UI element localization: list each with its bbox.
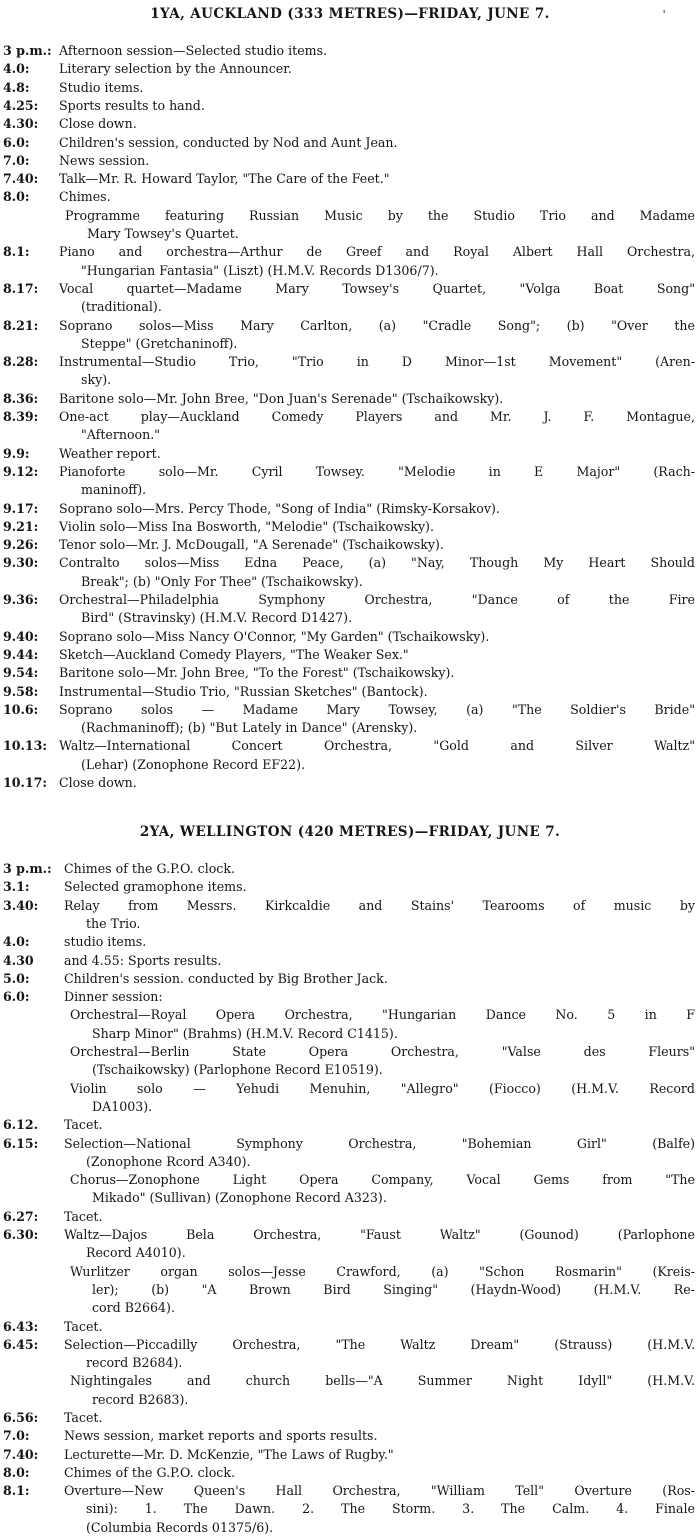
- entry-time: 9.9:: [3, 445, 30, 461]
- entry-time: 7.40:: [3, 171, 39, 187]
- entry-time: 8.1:: [3, 244, 30, 260]
- entry-text-line: Mikado" (Sullivan) (Zonophone Record A323).: [92, 1190, 387, 1206]
- entry-text-line: Relay from Messrs. Kirkcaldie and Stains' Tearooms of music by: [64, 897, 695, 913]
- entry-text-line: maninoff).: [81, 482, 147, 498]
- programme-entry: [3, 774, 695, 792]
- entry-time: 8.28:: [3, 354, 39, 370]
- entry-text-line: Piano and orchestra—Arthur de Greef and Royal Albert Hall Orchestra,: [59, 244, 695, 260]
- entry-text-line: Nightingales and church bells—"A Summer Night Idyll" (H.M.V.: [70, 1373, 695, 1389]
- programme-entry: [3, 1116, 695, 1134]
- entry-text-line: "Hungarian Fantasia" (Liszt) (H.M.V. Records D1306/7).: [81, 262, 439, 278]
- entry-text-line: and 4.55: Sports results.: [64, 952, 222, 968]
- entry-text-line: News session.: [59, 152, 150, 168]
- entry-text-line: cord B2664).: [92, 1300, 175, 1316]
- entry-text-line: the Trio.: [86, 915, 141, 931]
- entry-text-line: Pianoforte solo—Mr. Cyril Towsey. "Melodie in E Major" (Rach-: [59, 463, 695, 479]
- entry-time: 8.0:: [3, 189, 30, 205]
- entry-time: 6.30:: [3, 1227, 39, 1242]
- programme-entry: [3, 445, 695, 463]
- entry-text-line: Lecturette—Mr. D. McKenzie, "The Laws of Rugby.": [64, 1446, 394, 1462]
- section-title: [0, 6, 700, 22]
- programme-entry: [3, 353, 695, 390]
- programme-entry: [3, 97, 695, 115]
- entry-text-line: (Zonophone Rcord A340).: [86, 1153, 251, 1169]
- entry-time: 9.44:: [3, 646, 39, 662]
- entry-time: 4.30: [3, 952, 34, 968]
- entry-text-line: Selection—National Symphony Orchestra, "Bohemian Girl" (Balfe): [64, 1135, 695, 1151]
- entry-time: 6.45:: [3, 1336, 39, 1352]
- entry-text-line: ler); (b) "A Brown Bird Singing" (Haydn-Wood) (H.M.V. Re-: [92, 1281, 695, 1297]
- programme-entry: [3, 170, 695, 188]
- programme-entry: [3, 1226, 695, 1263]
- entry-text-line: Baritone solo—Mr. John Bree, "Don Juan's Serenade" (Tschaikowsky).: [59, 390, 504, 406]
- programme-entry: [3, 1409, 695, 1427]
- programme-subitem: [3, 1171, 695, 1208]
- entry-text-line: sini): 1. The Dawn. 2. The Storm. 3. The Calm. 4. Finale: [86, 1501, 695, 1517]
- entry-text-line: Tenor solo—Mr. J. McDougall, "A Serenade" (Tschaikowsky).: [59, 537, 444, 553]
- entry-time: 3 p.m.:: [3, 43, 52, 58]
- programme-entry: [3, 646, 695, 664]
- entry-time: 4.0:: [3, 934, 30, 950]
- entry-text-line: Soprano solo—Miss Nancy O'Connor, "My Garden" (Tschaikowsky).: [59, 628, 490, 644]
- entry-text-line: Close down.: [59, 775, 137, 790]
- entry-time: 6.15:: [3, 1135, 39, 1151]
- entry-time: 6.0:: [3, 134, 30, 150]
- entry-time: 6.12.: [3, 1117, 39, 1133]
- programme-entry: [3, 1482, 695, 1537]
- entry-text-line: Violin solo — Yehudi Menuhin, "Allegro" (Fiocco) (H.M.V. Record: [70, 1080, 695, 1096]
- entry-time: 10.13:: [3, 738, 48, 754]
- programme-entry: [3, 1464, 695, 1482]
- corner-mark: ': [662, 8, 666, 21]
- entry-time: 9.54:: [3, 665, 39, 681]
- programme-entry: [3, 518, 695, 536]
- entry-time: 8.21:: [3, 317, 39, 333]
- entry-time: 4.0:: [3, 61, 30, 77]
- programme-entry: [3, 970, 695, 988]
- entry-time: 3.40:: [3, 897, 39, 913]
- entry-text-line: Wurlitzer organ solos—Jesse Crawford, (a) "Schon Rosmarin" (Kreis-: [70, 1263, 695, 1279]
- entry-time: 7.0:: [3, 152, 30, 168]
- entry-text-line: Vocal quartet—Madame Mary Towsey's Quartet, "Volga Boat Song": [59, 280, 695, 296]
- programme-entry: [3, 188, 695, 206]
- entry-text-line: Soprano solos—Miss Mary Carlton, (a) "Cradle Song"; (b) "Over the: [59, 317, 695, 333]
- entry-text-line: Baritone solo—Mr. John Bree, "To the Forest" (Tschaikowsky).: [59, 665, 455, 681]
- entry-time: 6.0:: [3, 989, 30, 1005]
- entry-text-line: Waltz—International Concert Orchestra, "Gold and Silver Waltz": [59, 738, 695, 754]
- entry-text-line: Instrumental—Studio Trio, "Trio in D Minor—1st Movement" (Aren-: [59, 354, 695, 370]
- programme-subitem: [3, 207, 695, 244]
- entry-time: 9.58:: [3, 683, 39, 699]
- entry-time: 9.30:: [3, 555, 39, 571]
- programme-entry: [3, 683, 695, 701]
- entry-text-line: Violin solo—Miss Ina Bosworth, "Melodie" (Tschaikowsky).: [59, 518, 434, 534]
- entry-text-line: Studio items.: [59, 79, 144, 95]
- entry-time: 8.39:: [3, 409, 39, 424]
- entry-text-line: Break"; (b) "Only For Thee" (Tschaikowsky).: [81, 573, 363, 589]
- entry-text-line: Orchestral—Berlin State Opera Orchestra, "Valse des Fleurs": [70, 1044, 695, 1059]
- entry-text-line: Chimes.: [59, 189, 111, 205]
- entry-text-line: One-act play—Auckland Comedy Players and Mr. J. F. Montague,: [59, 409, 695, 424]
- entry-time: 9.21:: [3, 518, 39, 534]
- entry-time: 9.40:: [3, 628, 39, 644]
- entry-time: 10.17:: [3, 775, 48, 790]
- entry-text-line: Chimes of the G.P.O. clock.: [64, 1464, 235, 1480]
- programme-entry: [3, 701, 695, 738]
- entry-time: 8.36:: [3, 390, 39, 406]
- entry-text-line: "Afternoon.": [81, 427, 161, 443]
- section-title: [0, 824, 700, 840]
- programme-entry: [3, 463, 695, 500]
- programme-entry: [3, 664, 695, 682]
- programme-entry: [3, 1427, 695, 1445]
- entry-text-line: Waltz—Dajos Bela Orchestra, "Faust Waltz" (Gounod) (Parlophone: [64, 1227, 695, 1242]
- programme-entry: [3, 1318, 695, 1336]
- section-title-text: 1YA, AUCKLAND (333 METRES)—FRIDAY, JUNE 7.: [150, 6, 550, 22]
- entry-text-line: Tacet.: [64, 1318, 103, 1334]
- entry-text-line: record B2683).: [92, 1391, 189, 1407]
- programme-entry: [3, 152, 695, 170]
- entry-time: 5.0:: [3, 970, 30, 986]
- entry-text-line: Overture—New Queen's Hall Orchestra, "William Tell" Overture (Ros-: [64, 1483, 695, 1499]
- programme-entry: [3, 1336, 695, 1373]
- programme-entry: [3, 988, 695, 1006]
- programme-entry: [3, 390, 695, 408]
- entry-time: 4.8:: [3, 79, 30, 95]
- entry-text-line: record B2684).: [86, 1355, 183, 1371]
- entry-time: 8.1:: [3, 1483, 30, 1499]
- entry-time: 10.6:: [3, 701, 39, 717]
- programme-entry: [3, 591, 695, 628]
- programme-subitem: [3, 1043, 695, 1080]
- programme-entry: [3, 860, 695, 878]
- entry-text-line: (traditional).: [81, 299, 162, 315]
- programme-subitem: [3, 1080, 695, 1117]
- entry-time: 8.17:: [3, 280, 39, 296]
- entry-time: 8.0:: [3, 1464, 30, 1480]
- entry-text-line: Chorus—Zonophone Light Opera Company, Vocal Gems from "The: [70, 1172, 695, 1188]
- section-title-text: 2YA, WELLINGTON (420 METRES)—FRIDAY, JUNE 7.: [139, 824, 561, 840]
- programme-entry: [3, 115, 695, 133]
- entry-time: 4.30:: [3, 116, 39, 132]
- entry-time: 9.12:: [3, 463, 39, 479]
- programme-subitem: [3, 1006, 695, 1043]
- programme-entry: [3, 933, 695, 951]
- programme-entry: [3, 500, 695, 518]
- programme-entry: [3, 1135, 695, 1172]
- entry-text-line: (Tschaikowsky) (Parlophone Record E10519).: [92, 1062, 383, 1078]
- programme-entry: [3, 1446, 695, 1464]
- entry-text-line: Close down.: [59, 116, 137, 132]
- entry-text-line: Chimes of the G.P.O. clock.: [64, 861, 235, 876]
- programme-entry: [3, 628, 695, 646]
- entry-time: 7.40:: [3, 1446, 39, 1462]
- entry-time: 6.27:: [3, 1208, 39, 1224]
- entry-text-line: Tacet.: [64, 1117, 103, 1133]
- entry-text-line: (Lehar) (Zonophone Record EF22).: [81, 756, 306, 772]
- entry-time: 4.25:: [3, 97, 39, 113]
- entry-time: 6.43:: [3, 1318, 39, 1334]
- entry-text-line: Dinner session:: [64, 989, 163, 1005]
- programme-entry: [3, 554, 695, 591]
- entry-text-line: Bird" (Stravinsky) (H.M.V. Record D1427).: [81, 610, 353, 626]
- entry-text-line: Children's session. conducted by Big Brother Jack.: [64, 970, 388, 986]
- entry-text-line: (Rachmaninoff); (b) "But Lately in Dance" (Arensky).: [81, 720, 418, 736]
- entry-time: 9.26:: [3, 537, 39, 553]
- programme-entry: [3, 243, 695, 280]
- entry-text-line: Soprano solo—Mrs. Percy Thode, "Song of India" (Rimsky-Korsakov).: [59, 500, 500, 516]
- programme-entry: [3, 42, 695, 60]
- entry-time: 3.1:: [3, 879, 30, 895]
- programme-entry: [3, 408, 695, 445]
- programme-entry: [3, 79, 695, 97]
- entry-text-line: Contralto solos—Miss Edna Peace, (a) "Nay, Though My Heart Should: [59, 555, 695, 571]
- entry-time: 7.0:: [3, 1428, 30, 1444]
- entry-text-line: Talk—Mr. R. Howard Taylor, "The Care of the Feet.": [59, 171, 390, 187]
- programme-entry: [3, 737, 695, 774]
- entry-time: 3 p.m.:: [3, 861, 52, 876]
- entry-text-line: Instrumental—Studio Trio, "Russian Sketches" (Bantock).: [59, 683, 428, 699]
- entry-text-line: (Columbia Records 01375/6).: [86, 1519, 274, 1535]
- entry-text-line: Literary selection by the Announcer.: [59, 61, 292, 77]
- entry-text-line: News session, market reports and sports results.: [64, 1428, 378, 1444]
- entry-text-line: Mary Towsey's Quartet.: [87, 225, 239, 241]
- entry-text-line: Steppe" (Gretchaninoff).: [81, 335, 238, 351]
- programme-entry: [3, 897, 695, 934]
- entry-text-line: Afternoon session—Selected studio items.: [59, 43, 328, 58]
- entry-text-line: Weather report.: [59, 445, 161, 461]
- entry-text-line: Soprano solos — Madame Mary Towsey, (a) "The Soldier's Bride": [59, 701, 695, 717]
- programme-entry: [3, 60, 695, 78]
- entry-text-line: Sports results to hand.: [59, 97, 205, 113]
- entry-text-line: Selected gramophone items.: [64, 879, 247, 895]
- entry-time: 9.17:: [3, 500, 39, 516]
- entry-time: 6.56:: [3, 1410, 39, 1425]
- programme-entry: [3, 878, 695, 896]
- entry-text-line: Record A4010).: [86, 1245, 186, 1261]
- entry-text-line: Orchestral—Royal Opera Orchestra, "Hungarian Dance No. 5 in F: [70, 1007, 695, 1023]
- entry-text-line: sky).: [81, 372, 112, 388]
- programme-entry: [3, 280, 695, 317]
- entry-text-line: Orchestral—Philadelphia Symphony Orchestra, "Dance of the Fire: [59, 592, 695, 607]
- programme-entry: [3, 1208, 695, 1226]
- programme-entry: [3, 317, 695, 354]
- programme-entry: [3, 536, 695, 554]
- programme-subitem: [3, 1372, 695, 1409]
- entry-text-line: Programme featuring Russian Music by the Studio Trio and Madame: [65, 207, 695, 223]
- entry-text-line: Tacet.: [64, 1410, 103, 1425]
- programme-subitem: [3, 1263, 695, 1318]
- entry-time: 9.36:: [3, 592, 39, 607]
- entry-text-line: Children's session, conducted by Nod and Aunt Jean.: [59, 134, 398, 150]
- entry-text-line: studio items.: [64, 934, 147, 950]
- programme-entry: [3, 952, 695, 970]
- entry-text-line: DA1003).: [92, 1098, 153, 1114]
- entry-text-line: Tacet.: [64, 1208, 103, 1224]
- programme-entry: [3, 134, 695, 152]
- entry-text-line: Selection—Piccadilly Orchestra, "The Waltz Dream" (Strauss) (H.M.V.: [64, 1336, 695, 1352]
- entry-text-line: Sharp Minor" (Brahms) (H.M.V. Record C1415).: [92, 1025, 398, 1041]
- entry-text-line: Sketch—Auckland Comedy Players, "The Weaker Sex.": [59, 646, 409, 662]
